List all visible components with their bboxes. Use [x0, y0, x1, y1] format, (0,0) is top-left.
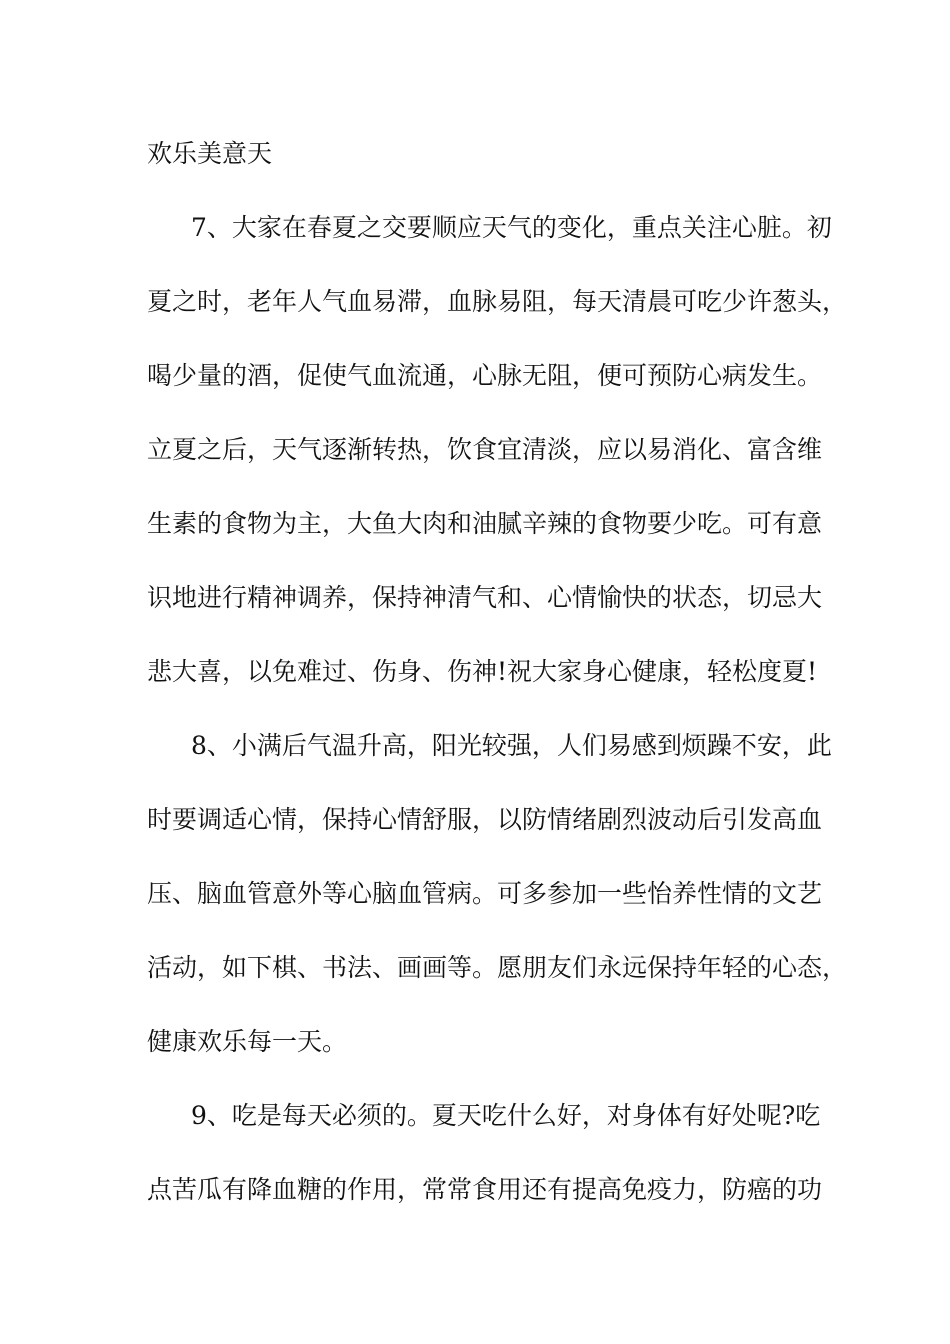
paragraph-7-line-4: 立夏之后，天气逐渐转热，饮食宜清淡，应以易消化、富含维 — [147, 435, 823, 464]
paragraph-7-line-2: 夏之时，老年人气血易滞，血脉易阻，每天清晨可吃少许葱头， — [147, 287, 848, 316]
paragraph-7-line-6: 识地进行精神调养，保持神清气和、心情愉快的状态，切忌大 — [147, 583, 823, 612]
paragraph-9-line-1: 9、吃是每天必须的。夏天吃什么好，对身体有好处呢?吃 — [191, 1101, 821, 1130]
paragraph-7-line-3: 喝少量的酒，促使气血流通，心脉无阻，便可预防心病发生。 — [147, 361, 823, 390]
paragraph-9-line-2: 点苦瓜有降血糖的作用，常常食用还有提高免疫力，防癌的功 — [147, 1175, 823, 1204]
paragraph-7-line-5: 生素的食物为主，大鱼大肉和油腻辛辣的食物要少吃。可有意 — [147, 509, 823, 538]
paragraph-8-line-2: 时要调适心情，保持心情舒服，以防情绪剧烈波动后引发高血 — [147, 805, 823, 834]
paragraph-7-line-7: 悲大喜，以免难过、伤身、伤神!祝大家身心健康，轻松度夏! — [147, 657, 818, 686]
paragraph-8-line-4: 活动，如下棋、书法、画画等。愿朋友们永远保持年轻的心态， — [147, 953, 848, 982]
paragraph-8-line-1: 8、小满后气温升高，阳光较强，人们易感到烦躁不安，此 — [191, 731, 832, 760]
paragraph-8-line-5: 健康欢乐每一天。 — [147, 1027, 348, 1056]
paragraph-8-line-3: 压、脑血管意外等心脑血管病。可多参加一些怡养性情的文艺 — [147, 879, 823, 908]
text-line: 欢乐美意天 — [147, 139, 273, 168]
paragraph-7-line-1: 7、大家在春夏之交要顺应天气的变化，重点关注心脏。初 — [191, 213, 832, 242]
